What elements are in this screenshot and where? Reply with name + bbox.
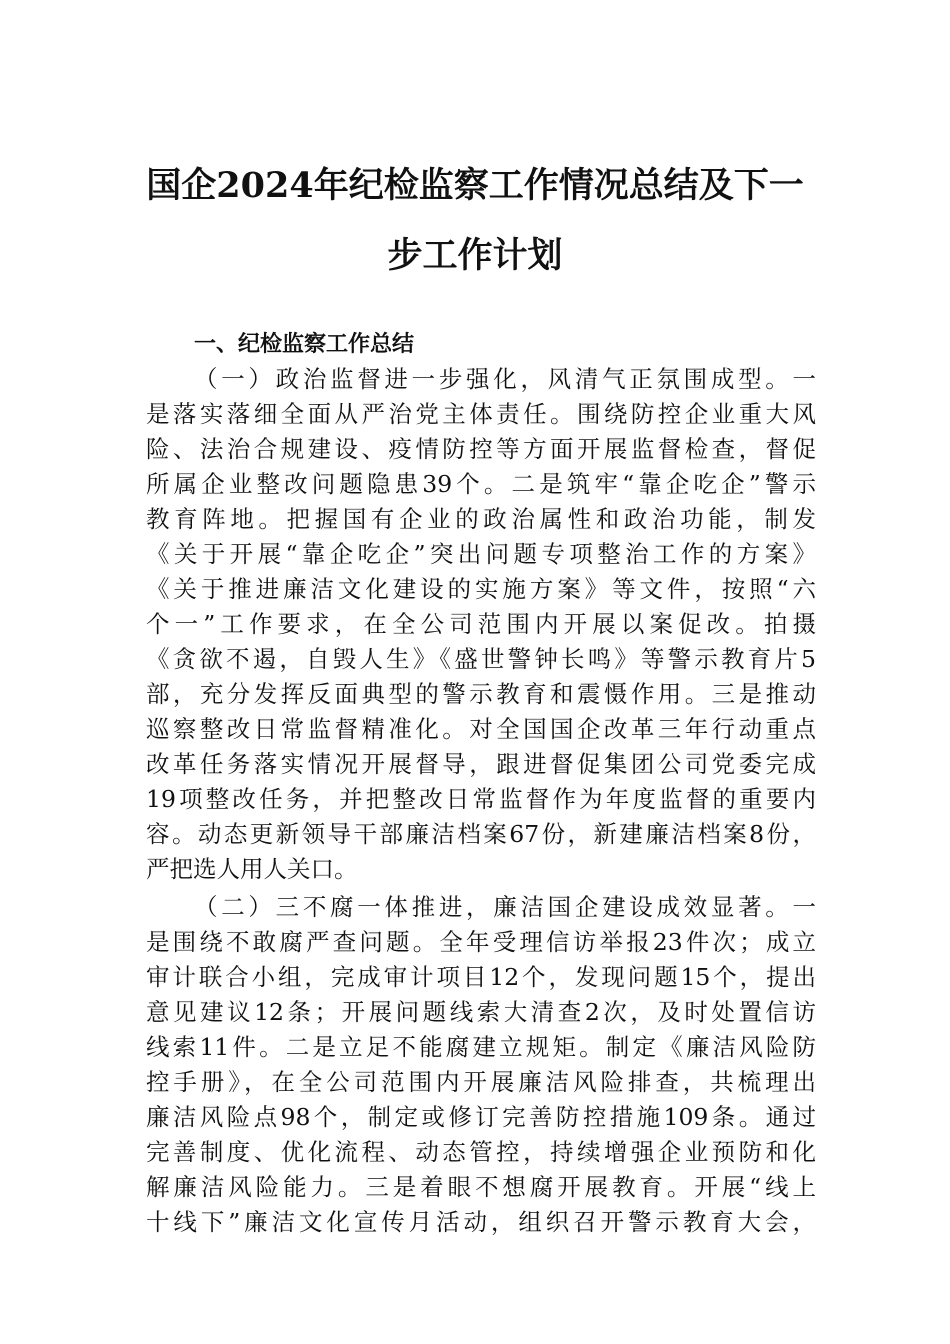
document-title-line-2: 步工作计划 bbox=[387, 235, 563, 276]
paragraph-line: （一）政治监督进一步强化，风清气正氛围成型。一 bbox=[194, 365, 816, 393]
paragraph-line: 个一”工作要求，在全公司范围内开展以案促改。拍摄 bbox=[146, 610, 816, 638]
document-title-line-1: 国企2024年纪检监察工作情况总结及下一 bbox=[146, 165, 804, 206]
paragraph-line: 控手册》，在全公司范围内开展廉洁风险排查，共梳理出 bbox=[146, 1068, 816, 1096]
paragraph-line: 廉洁风险点98个，制定或修订完善防控措施109条。通过 bbox=[146, 1103, 816, 1131]
paragraph-line: 意见建议12条；开展问题线索大清查2次，及时处置信访 bbox=[146, 998, 816, 1026]
paragraph-line: 审计联合小组，完成审计项目12个，发现问题15个，提出 bbox=[146, 963, 816, 991]
paragraph-line: 是落实落细全面从严治党主体责任。围绕防控企业重大风 bbox=[146, 400, 816, 428]
paragraph-line: 改革任务落实情况开展督导，跟进督促集团公司党委完成 bbox=[146, 750, 816, 778]
paragraph-line: （二）三不腐一体推进，廉洁国企建设成效显著。一 bbox=[194, 893, 816, 921]
paragraph-2 bbox=[146, 890, 816, 1240]
paragraph-line: 十线下”廉洁文化宣传月活动，组织召开警示教育大会， bbox=[146, 1208, 816, 1236]
paragraph-line: 《贪欲不遏，自毁人生》《盛世警钟长鸣》等警示教育片5 bbox=[146, 645, 816, 673]
paragraph-line: 19项整改任务，并把整改日常监督作为年度监督的重要内 bbox=[146, 785, 816, 813]
paragraph-line: 巡察整改日常监督精准化。对全国国企改革三年行动重点 bbox=[146, 715, 816, 743]
paragraph-line: 教育阵地。把握国有企业的政治属性和政治功能，制发 bbox=[146, 505, 816, 533]
section-heading: 一、纪检监察工作总结 bbox=[194, 332, 415, 357]
paragraph-line: 《关于推进廉洁文化建设的实施方案》等文件，按照“六 bbox=[146, 575, 816, 603]
paragraph-line: 险、法治合规建设、疫情防控等方面开展监督检查，督促 bbox=[146, 435, 816, 463]
paragraph-line: 容。动态更新领导干部廉洁档案67份，新建廉洁档案8份， bbox=[146, 820, 816, 848]
paragraph-line: 严把选人用人关口。 bbox=[146, 855, 358, 883]
paragraph-line: 完善制度、优化流程、动态管控，持续增强企业预防和化 bbox=[146, 1138, 816, 1166]
paragraph-1 bbox=[146, 362, 816, 887]
paragraph-line: 部，充分发挥反面典型的警示教育和震慑作用。三是推动 bbox=[146, 680, 816, 708]
paragraph-line: 解廉洁风险能力。三是着眼不想腐开展教育。开展“线上 bbox=[146, 1173, 816, 1201]
paragraph-line: 《关于开展“靠企吃企”突出问题专项整治工作的方案》 bbox=[146, 540, 816, 568]
paragraph-line: 是围绕不敢腐严查问题。全年受理信访举报23件次；成立 bbox=[146, 928, 816, 956]
paragraph-line: 所属企业整改问题隐患39个。二是筑牢“靠企吃企”警示 bbox=[146, 470, 816, 498]
paragraph-line: 线索11件。二是立足不能腐建立规矩。制定《廉洁风险防 bbox=[146, 1033, 816, 1061]
